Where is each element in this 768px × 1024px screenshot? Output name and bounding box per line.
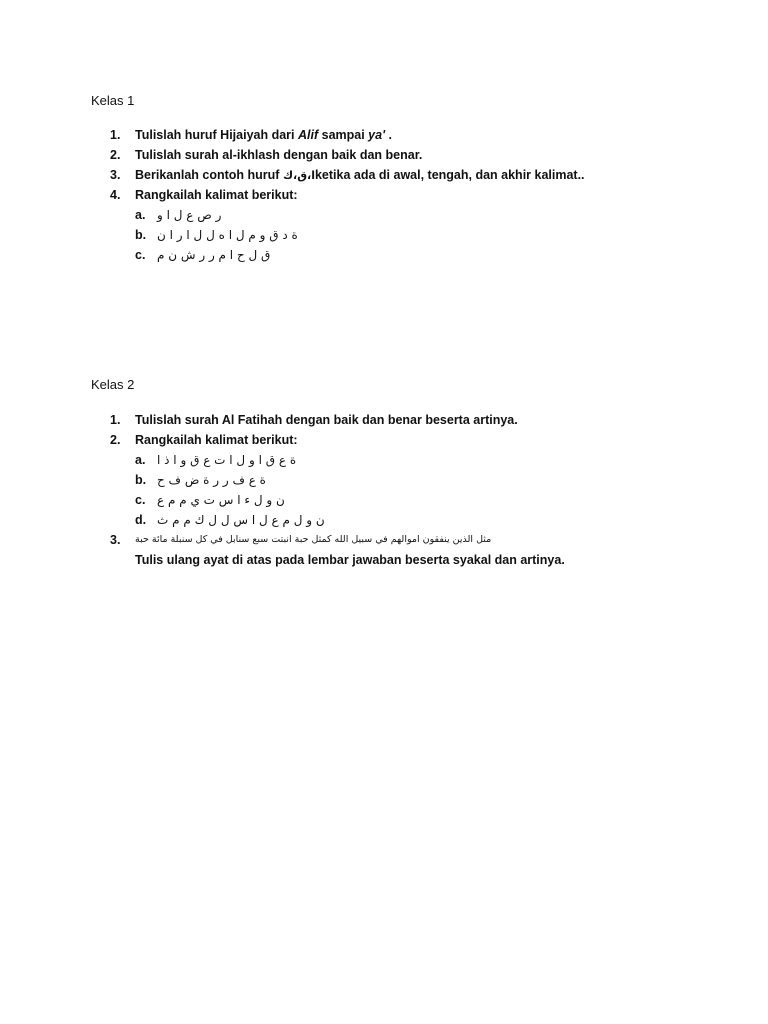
sub-letter: d. (135, 513, 147, 527)
item-text: Tulislah huruf Hijaiyah dari Alif sampai ya' . (135, 128, 393, 142)
list-item (110, 530, 670, 550)
item-text: Tulislah surah al-ikhlash dengan baik dan benar. (135, 148, 423, 162)
kelas2-title: Kelas 2 (91, 377, 135, 392)
list-item (110, 550, 670, 570)
item-number: 1. (110, 413, 121, 427)
item-text: Tulislah surah Al Fatihah dengan baik dan benar beserta artinya. (135, 413, 518, 427)
item-number: 3. (110, 168, 121, 182)
arabic-verse: مثل الذين ينفقون اموالهم في سبيل الله كمثل حبة انبتت سبع سنابل في كل سنبلة مائة حبة (135, 534, 492, 545)
list-item (110, 165, 670, 185)
sub-letter: c. (135, 248, 146, 262)
arabic-letters: ن و ل ء ا س ت ي م م ع (157, 493, 285, 507)
arabic-letters: ة د ق و م ل ا ه ل ل ا ر ا ن (157, 228, 298, 242)
arabic-letters: ر ص ع ل ا و (157, 208, 222, 222)
kelas2-item3 (110, 530, 670, 570)
item-text: Rangkailah kalimat berikut: (135, 433, 298, 447)
sub-letter: b. (135, 473, 147, 487)
list-item (110, 410, 670, 430)
item-text: Berikanlah contoh huruf ا،ق،كketika ada di awal, tengah, dan akhir kalimat.. (135, 168, 585, 182)
list-item (110, 185, 670, 205)
kelas2-list (110, 410, 670, 450)
item-number: 2. (110, 433, 121, 447)
item-number: 3. (110, 533, 121, 547)
list-item (110, 430, 670, 450)
sub-letter: c. (135, 493, 146, 507)
arabic-letters: ن و ل م ع ل ا س ل ل ك م م ث (157, 513, 325, 527)
arabic-letters: ق ل ح ا م ر ر ش ن م (157, 248, 271, 262)
sub-letter: a. (135, 208, 146, 222)
sub-letter: b. (135, 228, 147, 242)
item-number: 4. (110, 188, 121, 202)
kelas1-title: Kelas 1 (91, 93, 135, 108)
item-text: Tulis ulang ayat di atas pada lembar jawaban beserta syakal dan artinya. (135, 553, 565, 567)
item-number: 2. (110, 148, 121, 162)
sub-letter: a. (135, 453, 146, 467)
item-text: Rangkailah kalimat berikut: (135, 188, 298, 202)
item-number: 1. (110, 128, 121, 142)
kelas1-list (110, 125, 670, 205)
arabic-letters: ة ع ق ا و ل ا ت ع ق و ا ذ ا (157, 453, 297, 467)
list-item (110, 145, 670, 165)
arabic-letters: ة ع ف ر ر ة ض ف ح (157, 473, 266, 487)
list-item (110, 125, 670, 145)
